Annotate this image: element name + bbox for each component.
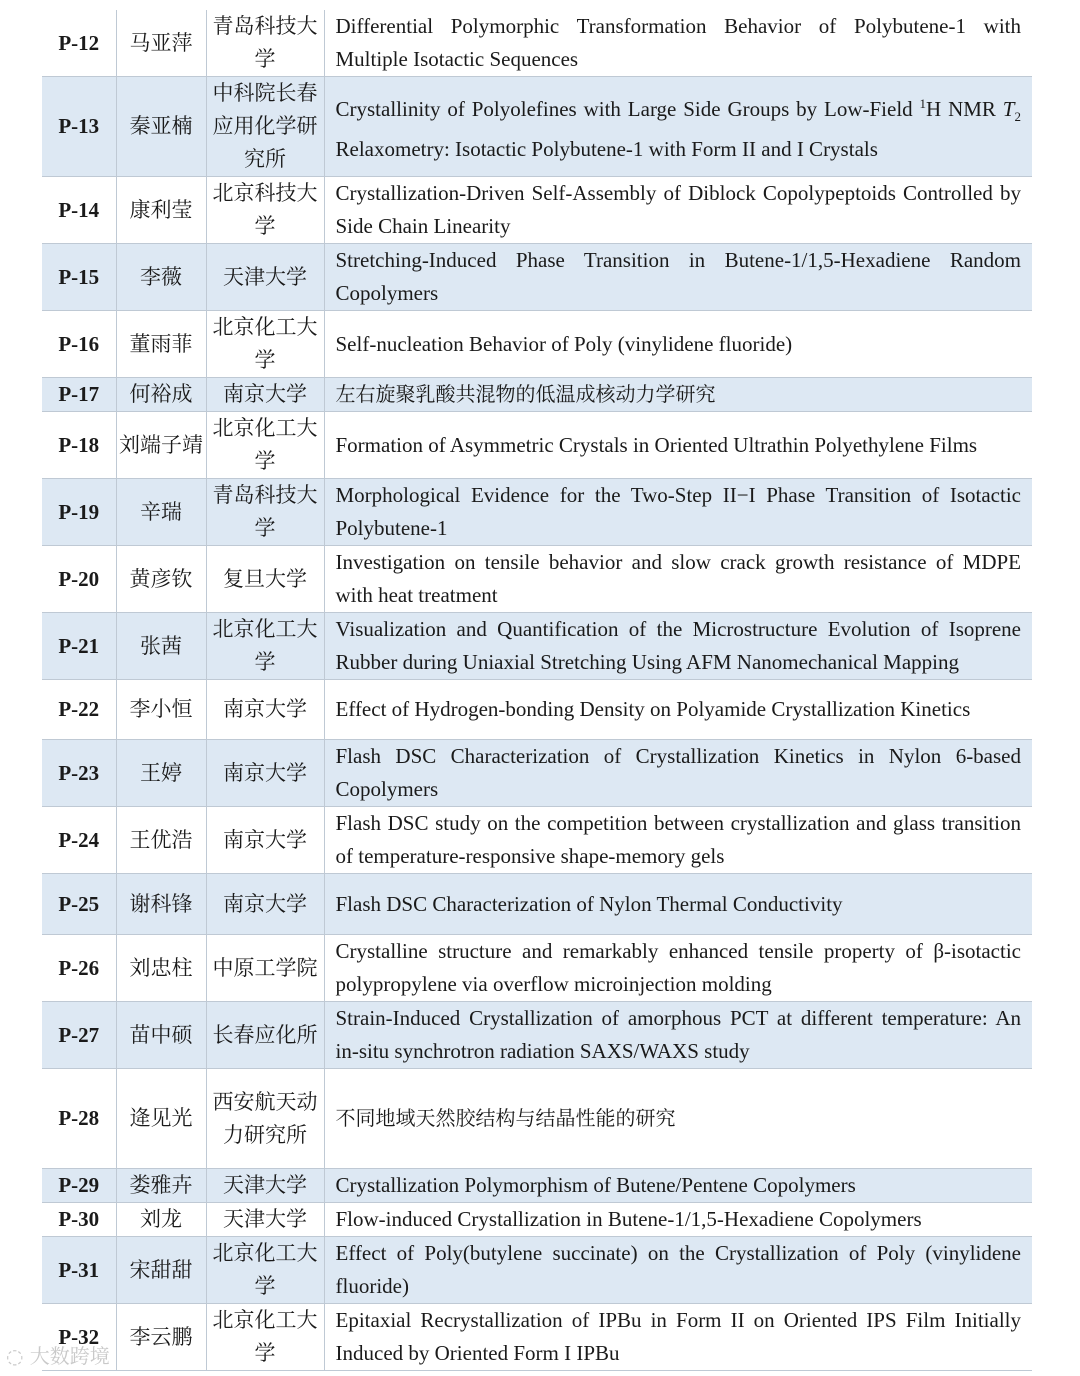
watermark: ◌ 大数跨境 (6, 1344, 110, 1368)
poster-code: P-26 (42, 935, 116, 1002)
institution: 北京化工大学 (206, 1304, 324, 1371)
table-row (42, 479, 1032, 546)
poster-code: P-12 (42, 10, 116, 77)
table-row (42, 807, 1032, 874)
poster-code: P-19 (42, 479, 116, 546)
table-row (42, 1237, 1032, 1304)
institution: 北京化工大学 (206, 1237, 324, 1304)
table-row (42, 10, 1032, 77)
poster-schedule-table (42, 10, 1032, 1371)
presenter-name: 刘端子靖 (116, 412, 206, 479)
poster-title: Crystallization Polymorphism of Butene/Pentene Copolymers (324, 1169, 1032, 1203)
presenter-name: 王婷 (116, 740, 206, 807)
title-part: Relaxometry: Isotactic Polybutene-1 with Form II and I Crystals (335, 137, 878, 162)
presenter-name: 秦亚楠 (116, 77, 206, 177)
poster-title: Morphological Evidence for the Two-Step II−I Phase Transition of Isotactic Polybutene-1 (324, 479, 1032, 546)
poster-title: Crystallization-Driven Self-Assembly of Diblock Copolypeptoids Controlled by Side Chain Linearity (324, 177, 1032, 244)
table-row (42, 1002, 1032, 1069)
institution: 天津大学 (206, 1203, 324, 1237)
poster-title: Formation of Asymmetric Crystals in Oriented Ultrathin Polyethylene Films (324, 412, 1032, 479)
poster-code: P-25 (42, 874, 116, 935)
institution: 北京化工大学 (206, 412, 324, 479)
poster-code: P-28 (42, 1069, 116, 1169)
poster-code: P-17 (42, 378, 116, 412)
poster-title: Epitaxial Recrystallization of IPBu in Form II on Oriented IPS Film Initially Induced by Oriented Form I IPBu (324, 1304, 1032, 1371)
institution: 青岛科技大学 (206, 10, 324, 77)
table-row (42, 77, 1032, 177)
table-row (42, 935, 1032, 1002)
presenter-name: 李薇 (116, 244, 206, 311)
poster-title: Differential Polymorphic Transformation Behavior of Polybutene-1 with Multiple Isotactic Sequences (324, 10, 1032, 77)
poster-code: P-30 (42, 1203, 116, 1237)
title-part: H NMR (926, 96, 1003, 121)
presenter-name: 谢科锋 (116, 874, 206, 935)
poster-code: P-18 (42, 412, 116, 479)
presenter-name: 何裕成 (116, 378, 206, 412)
poster-title: Flash DSC Characterization of Crystallization Kinetics in Nylon 6-based Copolymers (324, 740, 1032, 807)
poster-code: P-20 (42, 546, 116, 613)
presenter-name: 逄见光 (116, 1069, 206, 1169)
institution: 南京大学 (206, 874, 324, 935)
table-row (42, 1203, 1032, 1237)
poster-title: Flow-induced Crystallization in Butene-1/1,5-Hexadiene Copolymers (324, 1203, 1032, 1237)
institution: 南京大学 (206, 740, 324, 807)
table-row (42, 244, 1032, 311)
table-row (42, 311, 1032, 378)
institution: 北京化工大学 (206, 613, 324, 680)
table-row (42, 412, 1032, 479)
title-subscript: 2 (1014, 109, 1021, 125)
poster-code: P-27 (42, 1002, 116, 1069)
poster-code: P-32 (42, 1304, 116, 1371)
institution: 中科院长春应用化学研究所 (206, 77, 324, 177)
table-row (42, 378, 1032, 412)
poster-title: Visualization and Quantification of the Microstructure Evolution of Isoprene Rubber during Uniaxial Stretching Using AFM Nanomechanical Mapping (324, 613, 1032, 680)
title-part: Crystallinity of Polyolefines with Large Side Groups by Low-Field (335, 96, 920, 121)
institution: 南京大学 (206, 680, 324, 740)
institution: 中原工学院 (206, 935, 324, 1002)
institution: 天津大学 (206, 1169, 324, 1203)
poster-title: Stretching-Induced Phase Transition in Butene-1/1,5-Hexadiene Random Copolymers (324, 244, 1032, 311)
institution: 北京科技大学 (206, 177, 324, 244)
presenter-name: 黄彦钦 (116, 546, 206, 613)
presenter-name: 王优浩 (116, 807, 206, 874)
poster-title: Effect of Poly(butylene succinate) on the Crystallization of Poly (vinylidene fluoride) (324, 1237, 1032, 1304)
presenter-name: 娄雅卉 (116, 1169, 206, 1203)
poster-title (324, 77, 1032, 177)
institution: 北京化工大学 (206, 311, 324, 378)
title-italic: T (1002, 96, 1015, 121)
poster-title: Flash DSC study on the competition between crystallization and glass transition of temperature-responsive shape-memory gels (324, 807, 1032, 874)
table-row (42, 613, 1032, 680)
poster-code: P-14 (42, 177, 116, 244)
presenter-name: 李云鹏 (116, 1304, 206, 1371)
presenter-name: 刘龙 (116, 1203, 206, 1237)
poster-code: P-24 (42, 807, 116, 874)
poster-title: Crystalline structure and remarkably enhanced tensile property of β-isotactic polypropylene via overflow microinjection molding (324, 935, 1032, 1002)
table-row (42, 1069, 1032, 1169)
poster-title: 左右旋聚乳酸共混物的低温成核动力学研究 (324, 378, 1032, 412)
poster-title: Self-nucleation Behavior of Poly (vinylidene fluoride) (324, 311, 1032, 378)
presenter-name: 辛瑞 (116, 479, 206, 546)
presenter-name: 宋甜甜 (116, 1237, 206, 1304)
poster-title: Effect of Hydrogen-bonding Density on Polyamide Crystallization Kinetics (324, 680, 1032, 740)
table-row (42, 874, 1032, 935)
institution: 南京大学 (206, 378, 324, 412)
table-row (42, 1304, 1032, 1371)
poster-code: P-22 (42, 680, 116, 740)
institution: 长春应化所 (206, 1002, 324, 1069)
poster-title: Flash DSC Characterization of Nylon Thermal Conductivity (324, 874, 1032, 935)
poster-code: P-23 (42, 740, 116, 807)
presenter-name: 刘忠柱 (116, 935, 206, 1002)
presenter-name: 董雨菲 (116, 311, 206, 378)
institution: 西安航天动力研究所 (206, 1069, 324, 1169)
institution: 天津大学 (206, 244, 324, 311)
institution: 复旦大学 (206, 546, 324, 613)
poster-code: P-29 (42, 1169, 116, 1203)
poster-code: P-13 (42, 77, 116, 177)
poster-code: P-21 (42, 613, 116, 680)
poster-title: Investigation on tensile behavior and slow crack growth resistance of MDPE with heat treatment (324, 546, 1032, 613)
table-row (42, 177, 1032, 244)
title-superscript: 1 (919, 95, 927, 111)
poster-code: P-31 (42, 1237, 116, 1304)
table-row (42, 740, 1032, 807)
institution: 青岛科技大学 (206, 479, 324, 546)
presenter-name: 张茜 (116, 613, 206, 680)
table-row (42, 546, 1032, 613)
poster-code: P-16 (42, 311, 116, 378)
presenter-name: 马亚萍 (116, 10, 206, 77)
table-row (42, 1169, 1032, 1203)
presenter-name: 苗中硕 (116, 1002, 206, 1069)
presenter-name: 康利莹 (116, 177, 206, 244)
institution: 南京大学 (206, 807, 324, 874)
presenter-name: 李小恒 (116, 680, 206, 740)
poster-code: P-15 (42, 244, 116, 311)
table-row (42, 680, 1032, 740)
poster-title: 不同地域天然胶结构与结晶性能的研究 (324, 1069, 1032, 1169)
poster-title: Strain-Induced Crystallization of amorphous PCT at different temperature: An in-situ synchrotron radiation SAXS/WAXS study (324, 1002, 1032, 1069)
